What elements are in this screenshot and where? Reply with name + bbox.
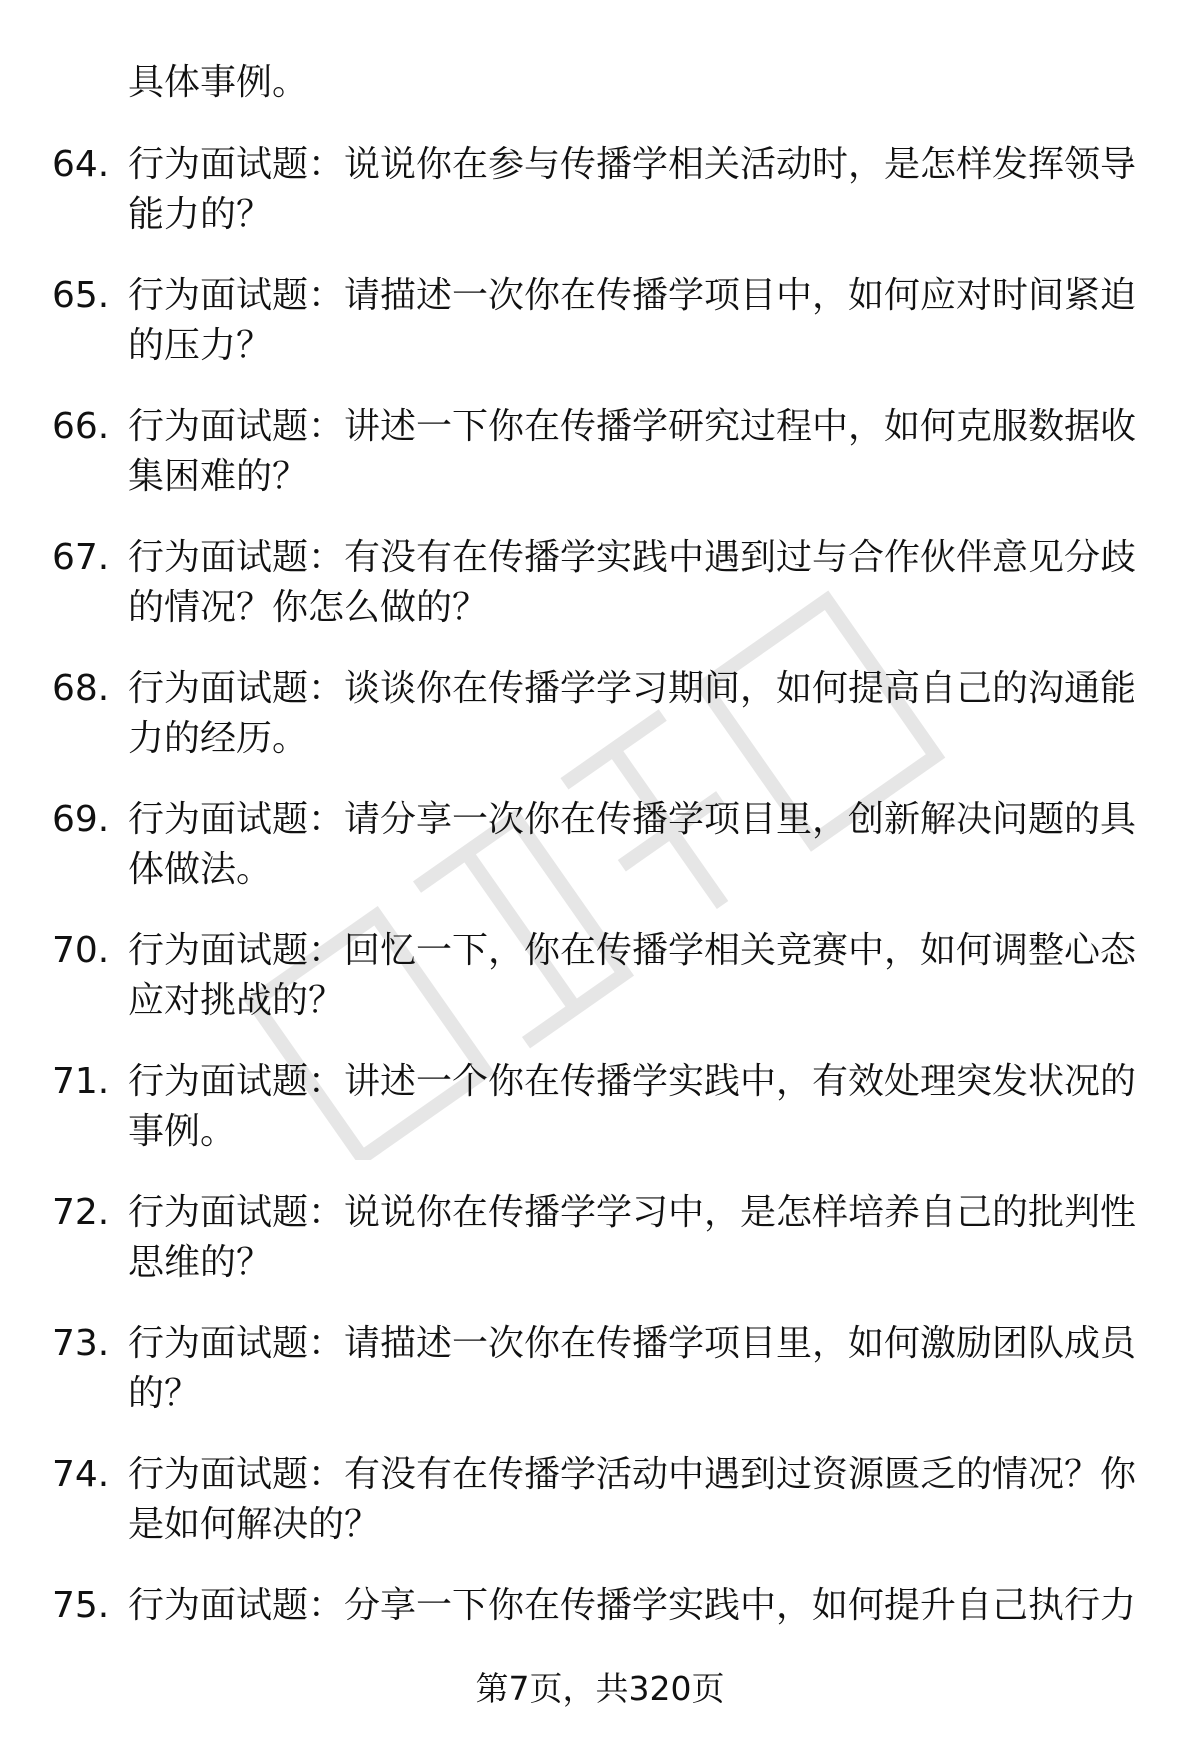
list-item: [0, 1319, 1200, 1450]
list-item: [0, 926, 1200, 1057]
question-text: 行为面试题：谈谈你在传播学学习期间，如何提高自己的沟通能力的经历。: [128, 668, 1137, 759]
question-number: 73.: [52, 1323, 110, 1364]
question-text: 行为面试题：讲述一下你在传播学研究过程中，如何克服数据收集困难的？: [128, 406, 1137, 497]
list-item: [0, 1450, 1200, 1581]
question-text: 行为面试题：请描述一次你在传播学项目中，如何应对时间紧迫的压力？: [128, 275, 1137, 366]
question-text: 行为面试题：有没有在传播学活动中遇到过资源匮乏的情况？你是如何解决的？: [128, 1454, 1137, 1545]
list-item: [0, 795, 1200, 926]
list-item: [0, 402, 1200, 533]
question-number: 71.: [52, 1061, 110, 1102]
list-item: [0, 140, 1200, 271]
question-number: 69.: [52, 799, 110, 840]
question-text: 行为面试题：说说你在传播学学习中，是怎样培养自己的批判性思维的？: [128, 1192, 1137, 1283]
list-item: [0, 1057, 1200, 1188]
question-text: 行为面试题：讲述一个你在传播学实践中，有效处理突发状况的事例。: [128, 1061, 1137, 1152]
list-item: [0, 1188, 1200, 1319]
question-number: 70.: [52, 930, 110, 971]
list-item: [0, 533, 1200, 664]
question-number: 68.: [52, 668, 110, 709]
question-text: 行为面试题：分享一下你在传播学实践中，如何提升自己执行力: [128, 1585, 1137, 1626]
question-text: 行为面试题：说说你在参与传播学相关活动时，是怎样发挥领导能力的？: [128, 144, 1137, 235]
list-item: [0, 664, 1200, 795]
question-text: 行为面试题：回忆一下，你在传播学相关竞赛中，如何调整心态应对挑战的？: [128, 930, 1137, 1021]
continuation-text: 具体事例。: [128, 62, 309, 103]
question-text: 行为面试题：请描述一次你在传播学项目里，如何激励团队成员的？: [128, 1323, 1137, 1414]
question-number: 75.: [52, 1585, 110, 1626]
question-number: 72.: [52, 1192, 110, 1233]
question-number: 74.: [52, 1454, 110, 1495]
question-number: 66.: [52, 406, 110, 447]
question-list: [0, 140, 1200, 1712]
question-text: 行为面试题：请分享一次你在传播学项目里，创新解决问题的具体做法。: [128, 799, 1137, 890]
list-item: [0, 271, 1200, 402]
page-footer: 第7页，共320页: [475, 1669, 725, 1708]
question-number: 64.: [52, 144, 110, 185]
question-number: 67.: [52, 537, 110, 578]
question-number: 65.: [52, 275, 110, 316]
question-text: 行为面试题：有没有在传播学实践中遇到过与合作伙伴意见分歧的情况？你怎么做的？: [128, 537, 1137, 628]
